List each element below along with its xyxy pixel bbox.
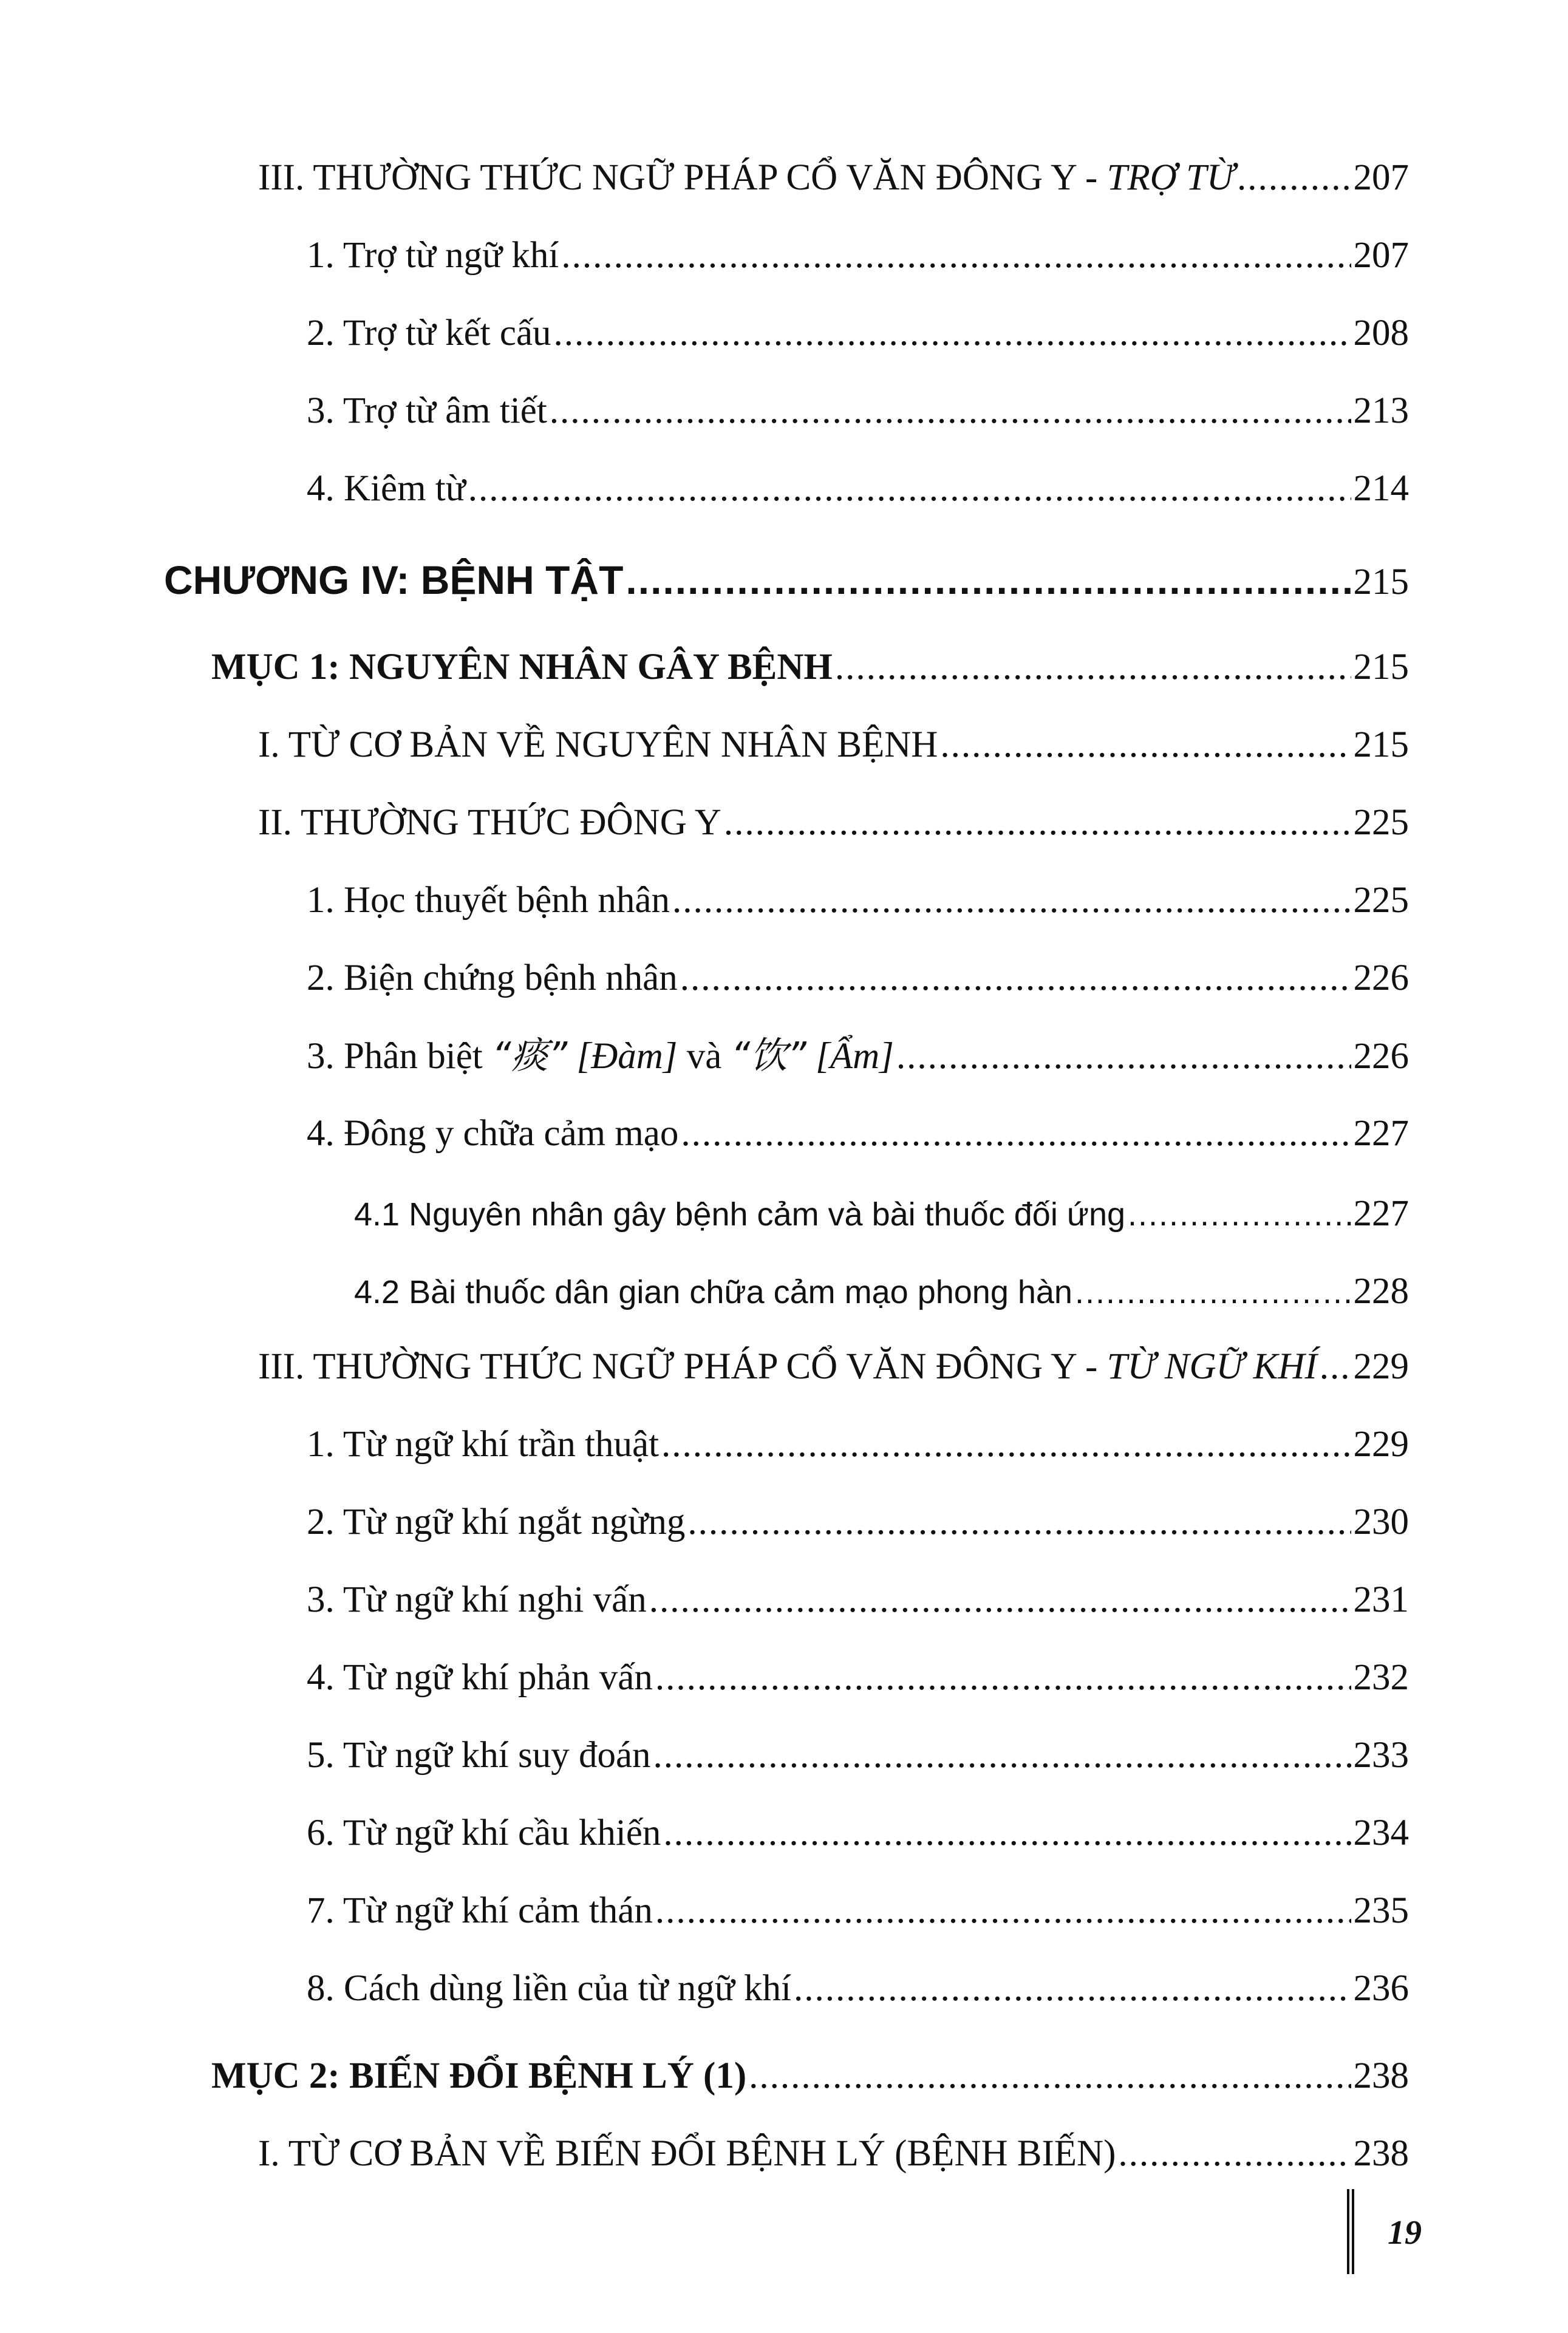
dot-leader <box>1237 159 1351 196</box>
toc-entry-title: 3. Từ ngữ khí nghi vấn <box>307 1579 647 1620</box>
page-number: 19 <box>1388 2214 1422 2252</box>
toc-entry-page: 228 <box>1353 1271 1409 1312</box>
dot-leader <box>655 1892 1351 1929</box>
toc-entry-section[interactable] <box>258 1348 1409 1385</box>
dot-leader <box>940 726 1351 763</box>
dot-leader <box>649 1581 1351 1618</box>
toc-entry-page: 229 <box>1353 1346 1409 1387</box>
toc-entry-page: 208 <box>1353 313 1409 353</box>
dot-leader <box>653 1737 1351 1774</box>
toc-entry-page: 238 <box>1353 2133 1409 2174</box>
toc-entry-muc[interactable] <box>211 2057 1409 2094</box>
toc-entry-title: I. TỪ CƠ BẢN VỀ BIẾN ĐỔI BỆNH LÝ (BỆNH BIẾN) <box>258 2133 1116 2174</box>
toc-entry-title: 4. Đông y chữa cảm mạo <box>307 1113 679 1154</box>
toc-entry-page: 226 <box>1353 1036 1409 1077</box>
toc-entry-page: 214 <box>1353 468 1409 509</box>
toc-entry-section[interactable] <box>258 804 1409 841</box>
toc-entry-item[interactable] <box>307 1034 1409 1077</box>
toc-entry-page: 215 <box>1353 647 1409 687</box>
toc-entry-title: 6. Từ ngữ khí cầu khiến <box>307 1813 661 1853</box>
toc-entry-page: 230 <box>1353 1502 1409 1542</box>
toc-entry-item[interactable] <box>307 959 1409 996</box>
dot-leader <box>561 237 1351 274</box>
toc-entry-page: 227 <box>1353 1113 1409 1154</box>
toc-entry-title: 4.1 Nguyên nhân gây bệnh cảm và bài thuốc đối ứng <box>354 1196 1126 1233</box>
toc-entry-page: 234 <box>1353 1813 1409 1853</box>
toc-entry-page: 238 <box>1353 2055 1409 2096</box>
toc-entry-title: 2. Từ ngữ khí ngắt ngừng <box>307 1502 686 1542</box>
toc-entry-page: 225 <box>1353 802 1409 843</box>
toc-entry-page: 207 <box>1353 157 1409 198</box>
toc-entry-title: 4. Từ ngữ khí phản vấn <box>307 1657 653 1698</box>
toc-entry-section[interactable] <box>258 2135 1409 2172</box>
dot-leader <box>554 315 1351 352</box>
toc-entry-page: 207 <box>1353 235 1409 276</box>
toc-entry-title: 4.2 Bài thuốc dân gian chữa cảm mạo phong hàn <box>354 1274 1072 1310</box>
toc-entry-page: 235 <box>1353 1890 1409 1931</box>
toc-entry-title: MỤC 1: NGUYÊN NHÂN GÂY BỆNH <box>211 647 833 687</box>
toc-entry-title: 3. Trợ từ âm tiết <box>307 390 547 431</box>
han-term-dam: “痰” <box>491 1034 568 1077</box>
dot-leader <box>661 1426 1351 1463</box>
toc-entry-title: 4. Kiêm từ <box>307 468 466 509</box>
dot-leader <box>1320 1348 1351 1385</box>
toc-entry-page: 227 <box>1353 1193 1409 1234</box>
toc-entry-item[interactable] <box>307 1737 1409 1774</box>
dot-leader <box>1128 1198 1351 1231</box>
toc-entry-title: 8. Cách dùng liền của từ ngữ khí <box>307 1968 791 2009</box>
dot-leader <box>672 882 1351 919</box>
toc-entry-page: 231 <box>1353 1579 1409 1620</box>
toc-entry-page: 226 <box>1353 958 1409 998</box>
toc-entry-item[interactable] <box>307 1115 1409 1152</box>
dot-leader <box>680 959 1351 996</box>
dot-leader <box>749 2057 1351 2094</box>
toc-entry-title: III. THƯỜNG THỨC NGỮ PHÁP CỔ VĂN ĐÔNG Y - TRỢ TỪ <box>258 157 1235 198</box>
toc-entry-page: 233 <box>1353 1735 1409 1776</box>
toc-entry-item[interactable] <box>307 882 1409 919</box>
dot-leader <box>681 1115 1351 1152</box>
toc-entry-muc[interactable] <box>211 649 1409 686</box>
toc-entry-page: 225 <box>1353 880 1409 921</box>
toc-entry-item[interactable] <box>307 237 1409 274</box>
toc-entry-title: II. THƯỜNG THỨC ĐÔNG Y <box>258 802 721 843</box>
dot-leader <box>625 560 1351 600</box>
toc-entry-page: 215 <box>1353 562 1409 602</box>
dot-leader <box>468 470 1351 507</box>
toc-entry-page: 213 <box>1353 390 1409 431</box>
dot-leader <box>724 804 1351 841</box>
toc-entry-section[interactable] <box>258 159 1409 196</box>
dot-leader <box>550 392 1351 429</box>
dot-leader <box>655 1659 1351 1696</box>
toc-entry-chapter[interactable] <box>164 557 1409 602</box>
toc-entry-item[interactable] <box>307 1504 1409 1541</box>
toc-entry-title: 1. Từ ngữ khí trần thuật <box>307 1424 660 1465</box>
toc-entry-title: III. THƯỜNG THỨC NGỮ PHÁP CỔ VĂN ĐÔNG Y - TỪ NGỮ KHÍ <box>258 1346 1317 1387</box>
toc-entry-subitem[interactable] <box>354 1273 1409 1310</box>
toc-entry-page: 232 <box>1353 1657 1409 1698</box>
toc-entry-item[interactable] <box>307 1581 1409 1618</box>
toc-entry-title: 1. Học thuyết bệnh nhân <box>307 880 670 921</box>
dot-leader <box>687 1504 1351 1541</box>
toc-entry-title: MỤC 2: BIẾN ĐỔI BỆNH LÝ (1) <box>211 2055 747 2096</box>
toc-entry-item[interactable] <box>307 315 1409 352</box>
toc-entry-item[interactable] <box>307 1426 1409 1463</box>
toc-entry-item[interactable] <box>307 470 1409 507</box>
toc-entry-item[interactable] <box>307 1970 1409 2007</box>
toc-entry-title: 2. Biện chứng bệnh nhân <box>307 958 678 998</box>
toc-entry-page: 236 <box>1353 1968 1409 2009</box>
toc-entry-section[interactable] <box>258 726 1409 763</box>
footer-double-rule <box>1347 2189 1354 2274</box>
toc-entry-title: 5. Từ ngữ khí suy đoán <box>307 1735 651 1776</box>
toc-entry-page: 229 <box>1353 1424 1409 1465</box>
dot-leader <box>835 649 1351 686</box>
toc-entry-item[interactable] <box>307 1814 1409 1851</box>
dot-leader <box>663 1814 1351 1851</box>
dot-leader <box>896 1038 1351 1075</box>
toc-entry-title: 1. Trợ từ ngữ khí <box>307 235 559 276</box>
toc-entry-item[interactable] <box>307 1659 1409 1696</box>
toc-entry-title: CHƯƠNG IV: BỆNH TẬT <box>164 557 624 602</box>
toc-entry-title: 2. Trợ từ kết cấu <box>307 313 551 353</box>
toc-entry-item[interactable] <box>307 1892 1409 1929</box>
toc-entry-subitem[interactable] <box>354 1195 1409 1232</box>
toc-entry-page: 215 <box>1353 724 1409 765</box>
dot-leader <box>1118 2135 1351 2172</box>
toc-entry-item[interactable] <box>307 392 1409 429</box>
toc-entry-title: 3. Phân biệt “痰” [Đàm] và “饮” [Ẩm] <box>307 1034 894 1077</box>
toc-entry-title: I. TỪ CƠ BẢN VỀ NGUYÊN NHÂN BỆNH <box>258 724 938 765</box>
dot-leader <box>1075 1276 1351 1309</box>
han-term-am: “饮” <box>731 1034 806 1077</box>
dot-leader <box>794 1970 1351 2007</box>
toc-entry-title: 7. Từ ngữ khí cảm thán <box>307 1890 653 1931</box>
